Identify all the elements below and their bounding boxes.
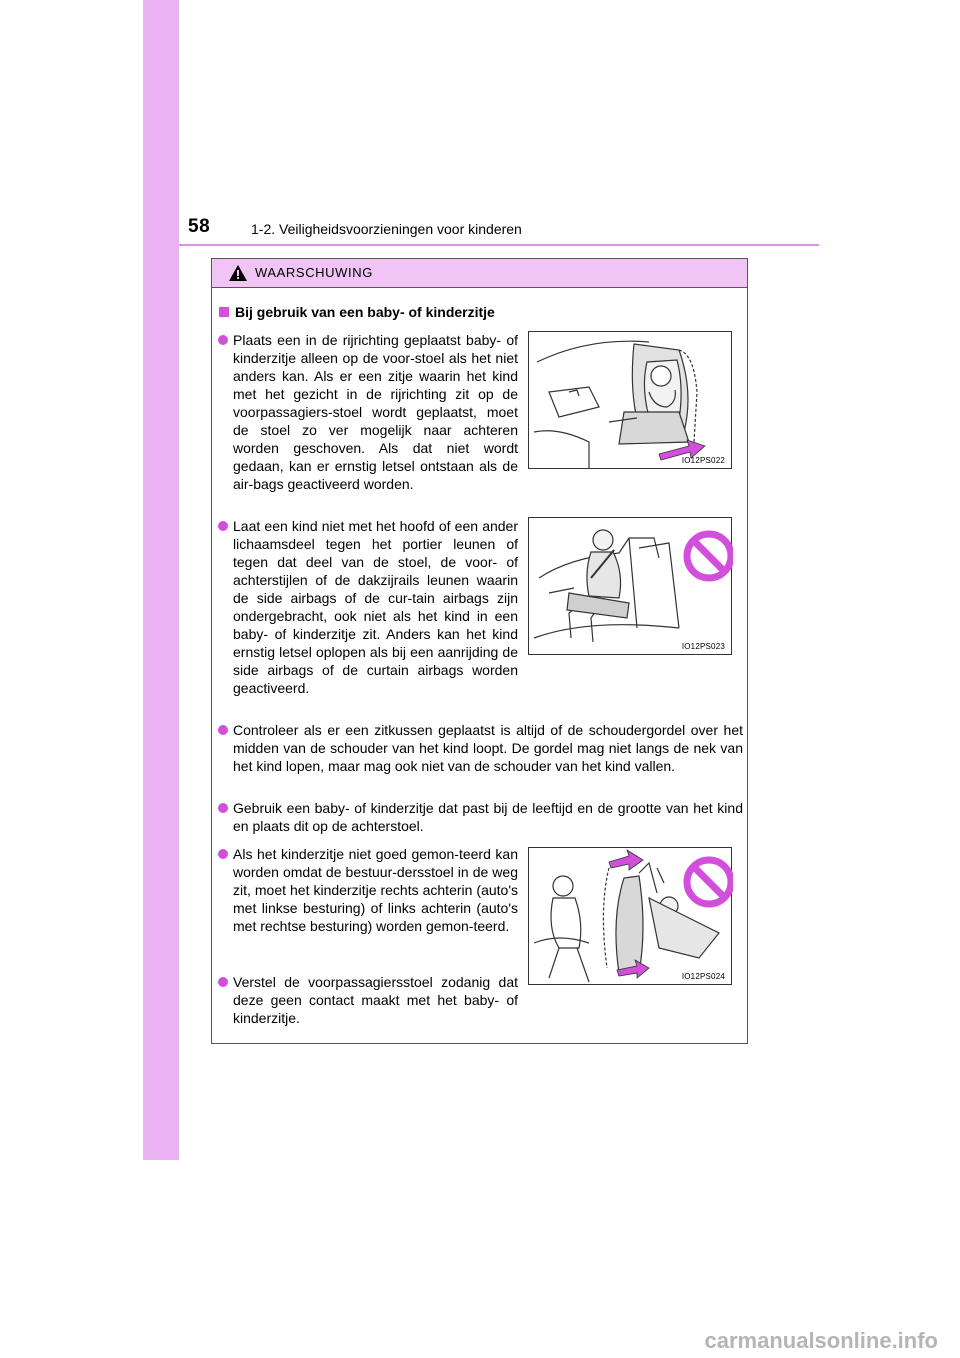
figure-code: IO12PS023 [681,642,725,651]
bullet-text: Als het kinderzitje niet goed gemon-teerd kan worden omdat de bestuur-dersstoel in de weg zit, moet het kinderzitje rechts achterin (auto's met linkse besturing) of links achterin (auto's met rechtse besturing) worden gemon-teerd. [233,846,518,934]
figure-code: IO12PS024 [681,972,725,981]
warning-subheading-text: Bij gebruik van een baby- of kinderzitje [235,304,495,320]
section-title: 1-2. Veiligheidsvoorzieningen voor kinderen [251,221,522,237]
warning-title: WAARSCHUWING [255,265,373,280]
bullet-item [218,721,743,775]
figure-booster-seat [528,517,732,655]
figure-child-seat-front [528,331,732,469]
warning-triangle-icon [229,265,247,281]
warning-header [212,259,747,288]
bullet-item [218,845,518,935]
bullet-text: Laat een kind niet met het hoofd of een ander lichaamsdeel tegen het portier leunen of tegen dat deel van de stoel, de voor- of achterstijlen of de dakzijrails leunen waarin de side airbags of de cur-tain airbags zijn ondergebracht, ook niet als het kind in een baby- of kinderzitje zit. Anders kan het kind ernstig letsel oplopen als bij een aanrijding de side airbags of de curtain airbags worden geactiveerd. [233,518,518,696]
header-rule [179,244,819,246]
warning-subheading [219,304,495,320]
chapter-side-tab [143,0,179,1160]
bullet-text: Gebruik een baby- of kinderzitje dat past bij de leeftijd en de grootte van het kind en plaats dit op de achterstoel. [233,800,743,834]
child-on-booster-seat-prohibited-illustration [529,518,733,656]
bullet-item [218,517,518,697]
bullet-item [218,331,518,493]
figure-front-seat-adjust [528,847,732,985]
square-bullet-icon [219,307,229,317]
bullet-dot-icon [218,849,228,859]
bullet-text: Controleer als er een zitkussen geplaatst is altijd of de schoudergordel over het midden van de schouder van het kind loopt. De gordel mag niet langs de nek van het kind lopen, maar mag ook niet van de schouder van het kind vallen. [233,722,743,774]
bullet-item [218,973,518,1027]
bullet-text: Verstel de voorpassagiersstoel zodanig dat deze geen contact maakt met het baby- of kinderzitje. [233,974,518,1026]
watermark-logo: carmanualsonline.info [704,1328,938,1353]
bullet-dot-icon [218,803,228,813]
figure-code: IO12PS022 [681,456,725,465]
front-seat-adjust-prohibited-illustration [529,848,733,986]
bullet-item [218,799,743,835]
bullet-dot-icon [218,335,228,345]
warning-box [211,258,748,1044]
forward-facing-child-seat-illustration [529,332,733,470]
bullet-dot-icon [218,725,228,735]
page-number: 58 [188,216,211,237]
bullet-dot-icon [218,521,228,531]
bullet-dot-icon [218,977,228,987]
bullet-text: Plaats een in de rijrichting geplaatst baby- of kinderzitje alleen op de voor-stoel als het niet anders kan. Als er een zitje waarin het kind met het gezicht in de rijrichting zit op de voorpassagiers-stoel wordt geplaatst, moet de stoel zo ver mogelijk naar achteren worden geschoven. Als dat niet wordt gedaan, kan er ernstig letsel ontstaan als de air-bags geactiveerd worden. [233,332,518,492]
